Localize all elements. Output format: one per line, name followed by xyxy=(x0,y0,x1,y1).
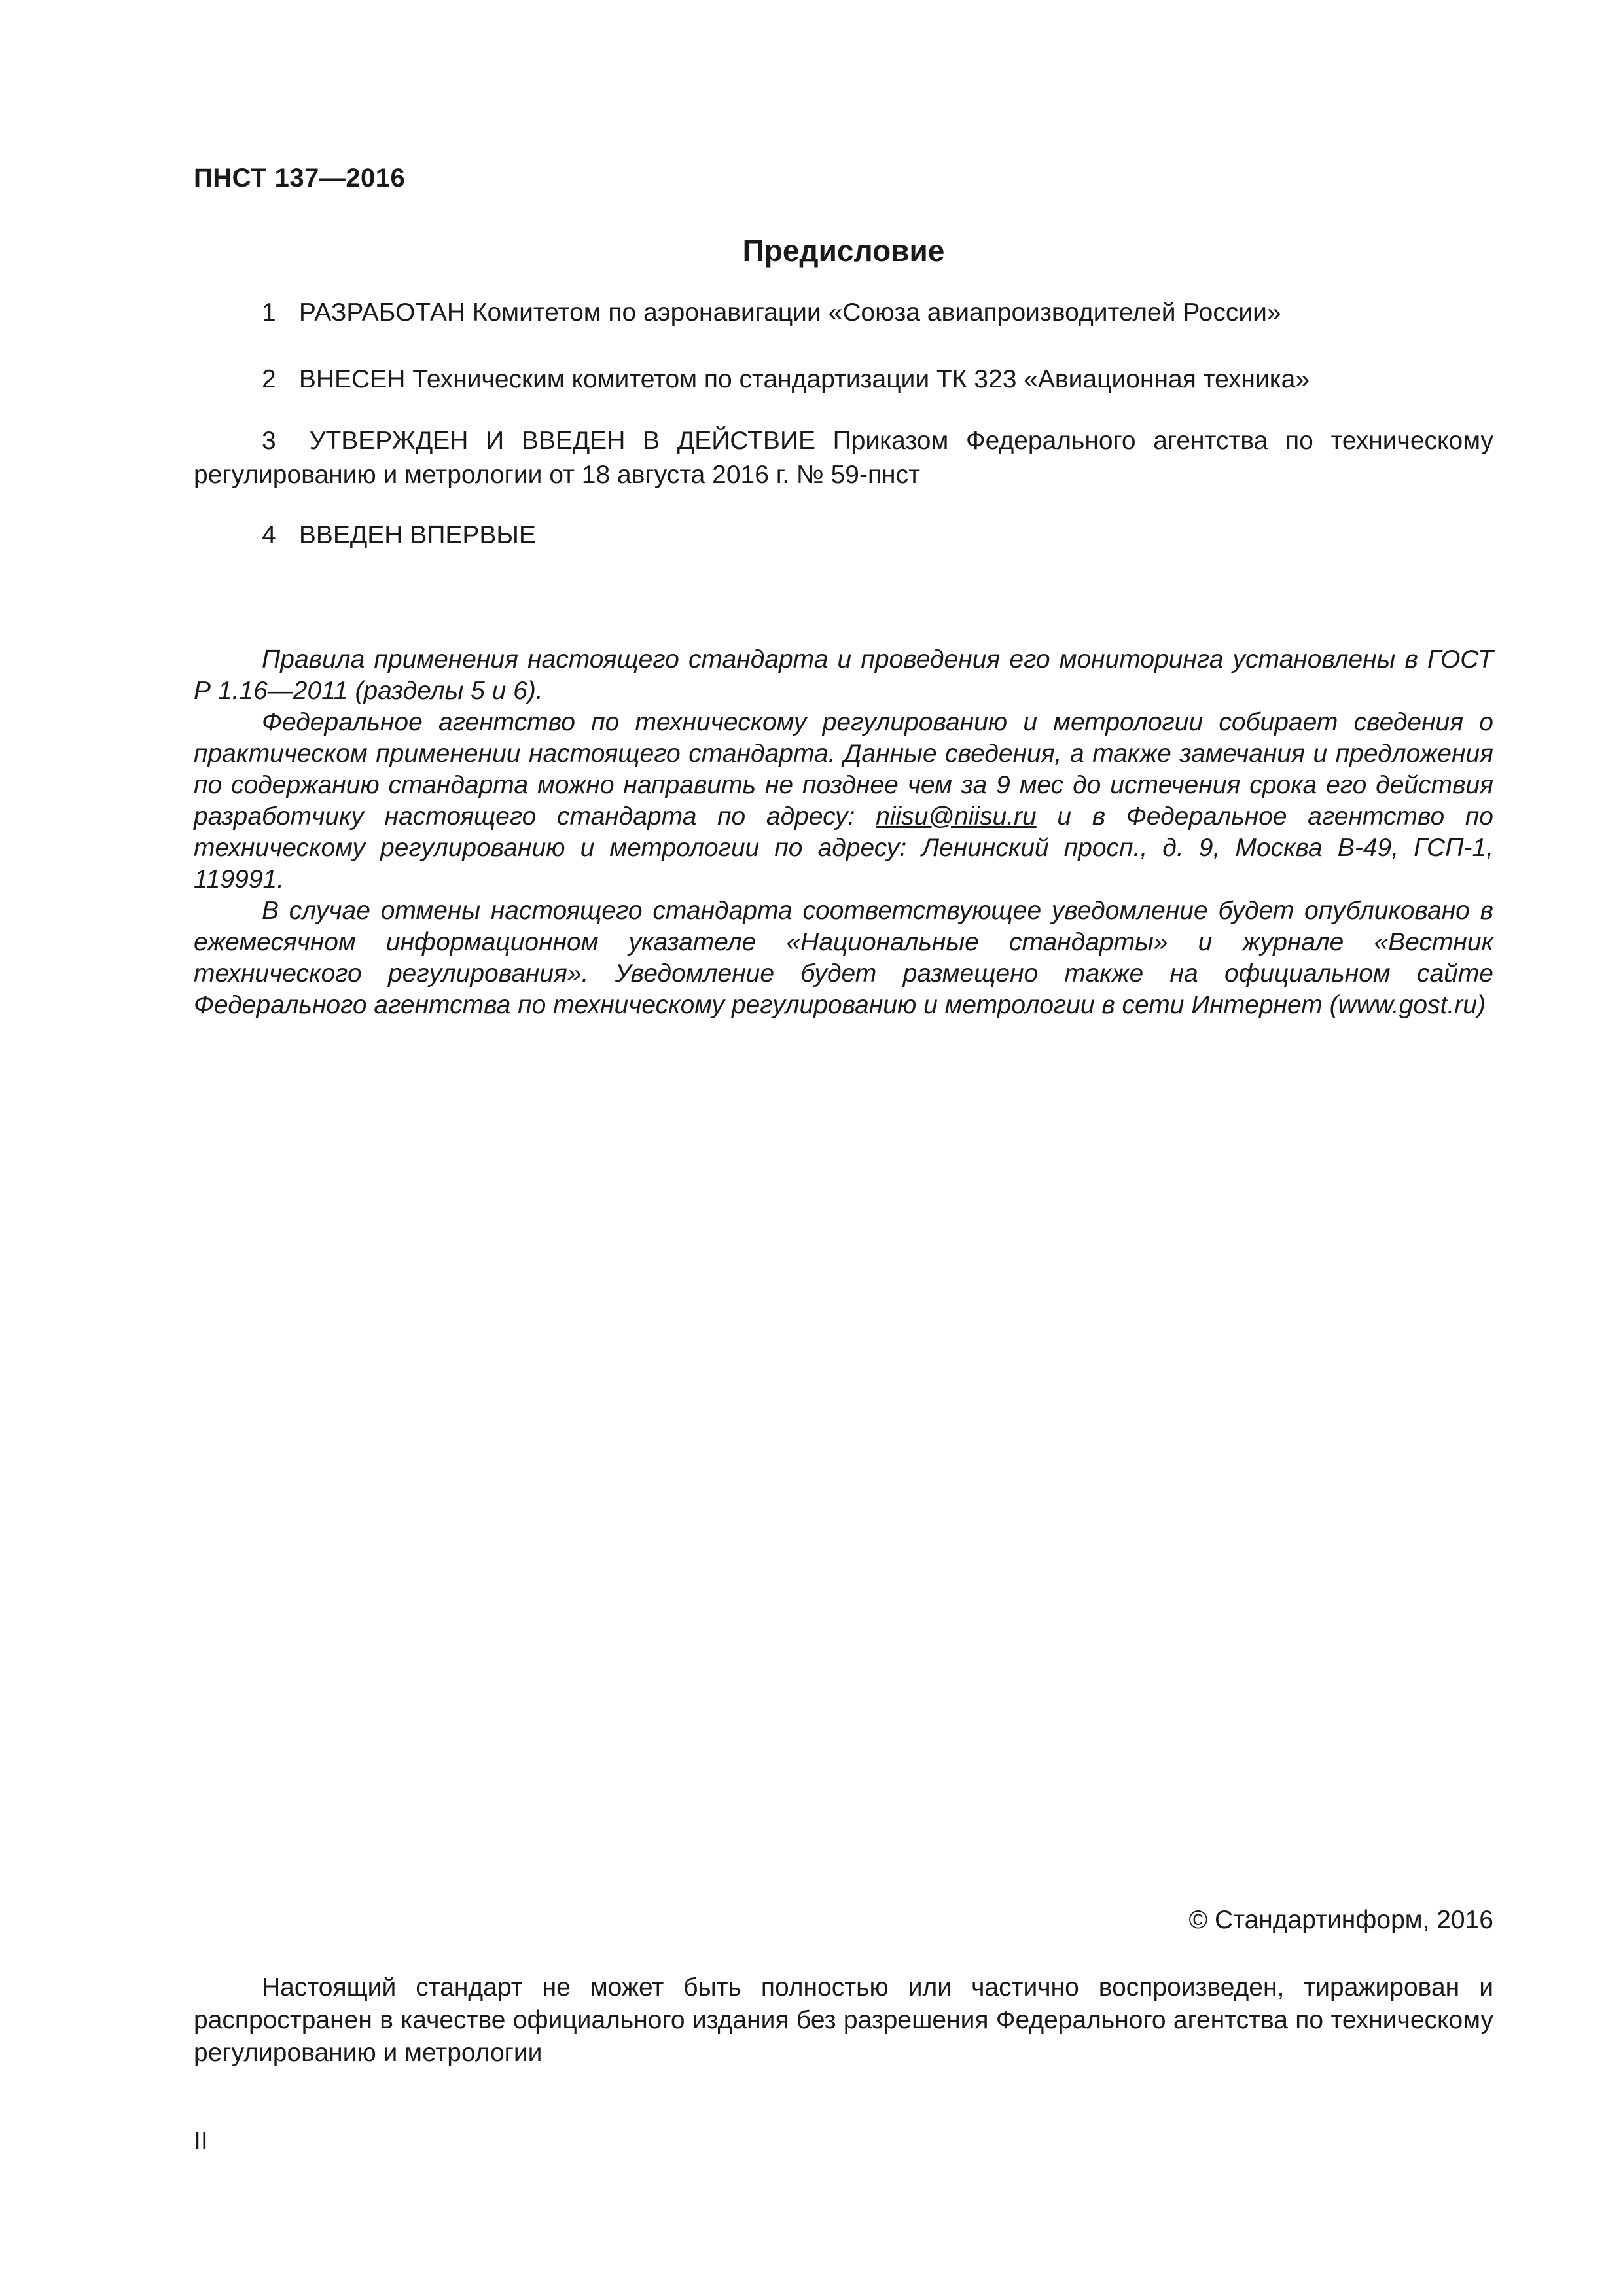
item-lead: ВНЕСЕН xyxy=(298,365,406,393)
item-lead: РАЗРАБОТАН xyxy=(298,298,465,327)
notes-paragraph-3: В случае отмены настоящего стандарта соответствующее уведомление будет опубликовано в ежемесячном информационном указателе «Национальные стандарты» и журнале «Вестник технического регулирования». Уведомление будет размещено также на официальном сайте Федерального агентства по техническому регулированию и метрологии в сети Интернет (www.gost.ru) xyxy=(194,897,1493,1019)
notes-text: и в Федеральное агентство по техническому регулированию и метрологии по адресу: Ленинский просп., д. 9, Москва В-49, ГСП-1, 119991. xyxy=(194,802,1493,893)
item-text: Комитетом по аэронавигации «Союза авиапроизводителей России» xyxy=(472,298,1281,327)
preface-item-3 xyxy=(194,424,1493,492)
page-title: Предисловие xyxy=(742,234,945,268)
email-link[interactable]: niisu@niisu.ru xyxy=(876,802,1037,831)
item-number: 2 xyxy=(262,365,276,393)
document-code: ПНСТ 137—2016 xyxy=(194,164,406,192)
preface-item-2 xyxy=(194,363,1493,397)
item-lead: УТВЕРЖДЕН И ВВЕДЕН В ДЕЙСТВИЕ xyxy=(309,427,815,455)
notes-text: Федеральное агентство по техническому регулированию и метрологии собирает сведения о практическом применении настоящего стандарта. Данные сведения, а также замечания и предложения по содержанию стандарта можно направить не позднее чем за 9 мес до истечения срока его действия разработчику настоящего стандарта по адресу: xyxy=(194,708,1493,831)
standard-notes xyxy=(194,644,1493,1021)
item-text: Техническим комитетом по стандартизации ТК 323 «Авиационная техника» xyxy=(412,365,1310,393)
preface-item-1 xyxy=(194,296,1493,330)
notes-paragraph-1: Правила применения настоящего стандарта и проведения его мониторинга установлены в ГОСТ Р 1.16—2011 (разделы 5 и 6). xyxy=(194,645,1493,705)
copyright-line: © Стандартинформ, 2016 xyxy=(1188,1906,1493,1934)
item-text: Приказом Федерального агентства по техническому регулированию и метрологии от 18 августа 2016 г. № 59-пнст xyxy=(194,427,1493,489)
preface-item-4 xyxy=(194,518,1493,552)
notes-paragraph-2 xyxy=(194,707,1493,895)
item-number: 1 xyxy=(262,298,276,327)
page-number: II xyxy=(194,2127,208,2155)
reproduction-notice: Настоящий стандарт не может быть полностью или частично воспроизведен, тиражирован и распространен в качестве официального издания без разрешения Федерального агентства по техническому регулированию и метрологии xyxy=(194,1973,1493,2067)
item-lead: ВВЕДЕН ВПЕРВЫЕ xyxy=(298,521,536,549)
item-number: 4 xyxy=(262,521,276,549)
item-number: 3 xyxy=(262,427,276,455)
